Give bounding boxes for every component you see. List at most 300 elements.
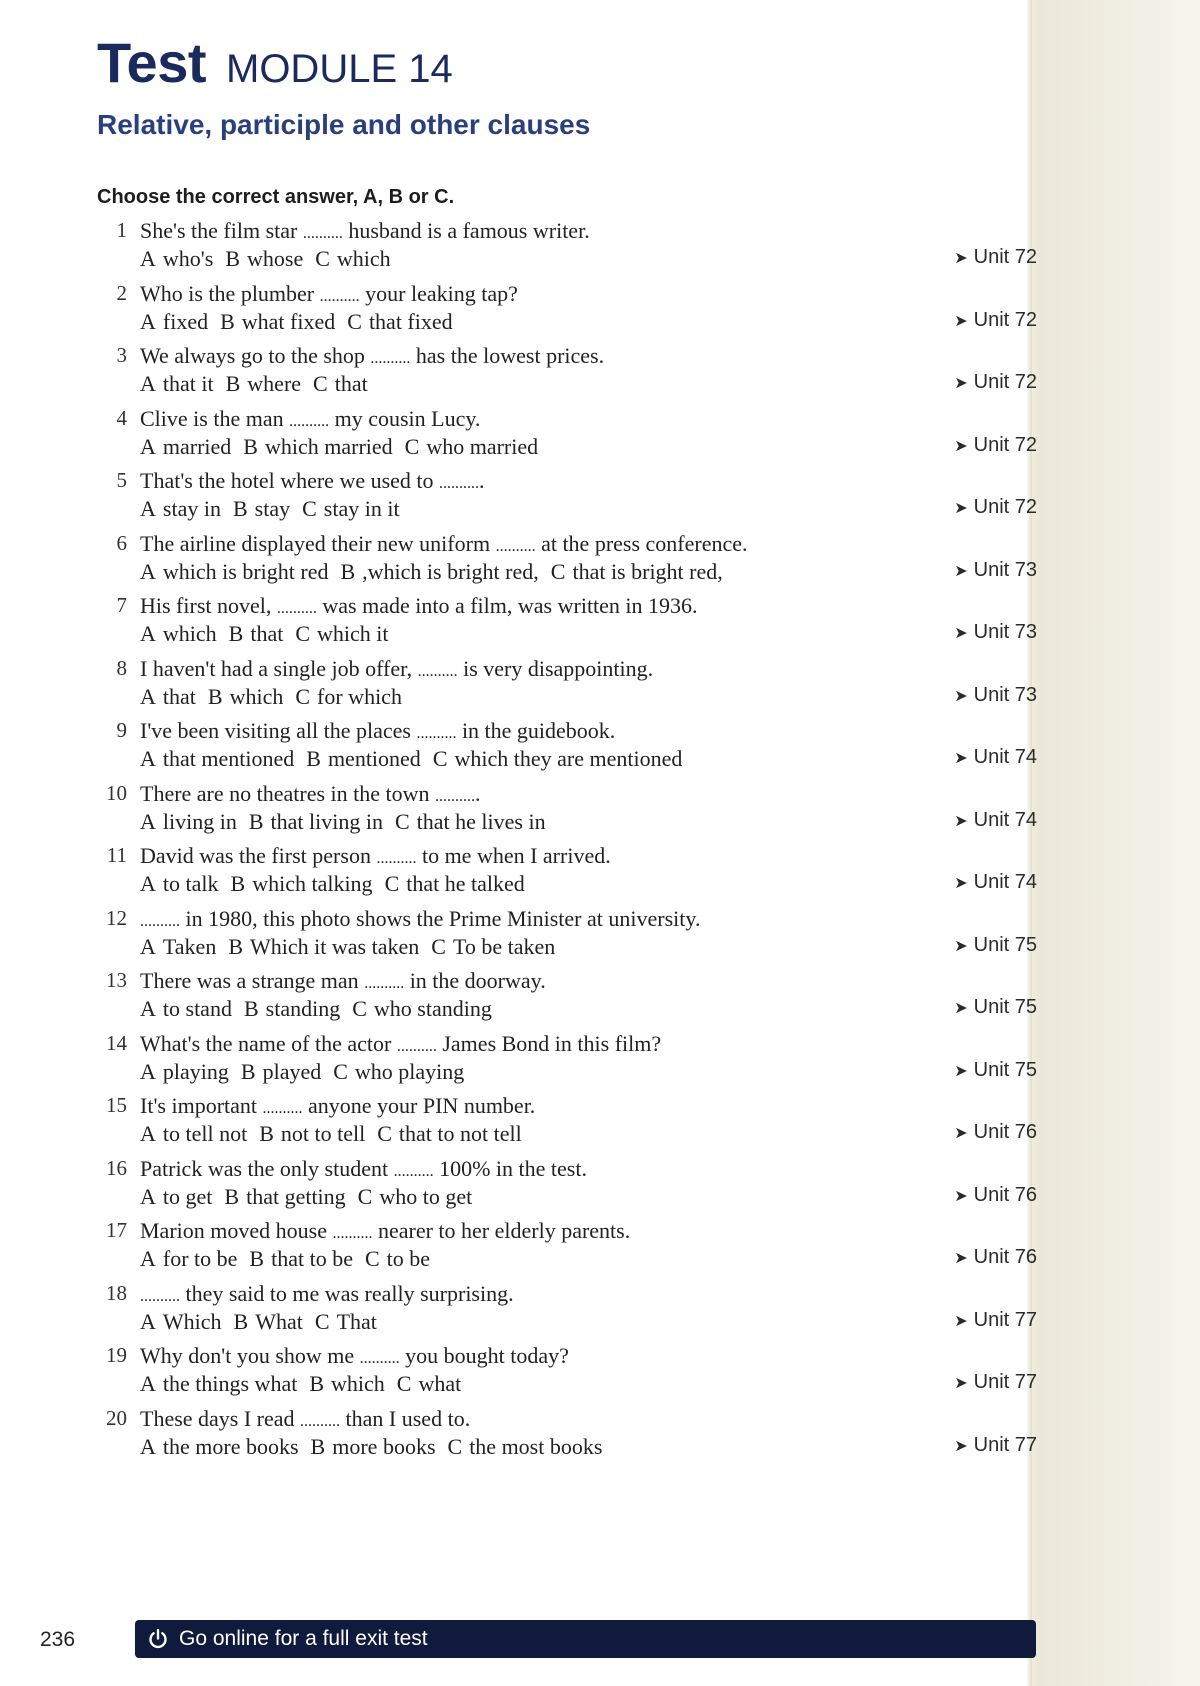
option-letter: B — [240, 1058, 256, 1084]
answer-option[interactable] — [140, 246, 213, 271]
question-text — [140, 656, 653, 682]
answer-blank: .......... — [289, 412, 330, 430]
question-number: 14 — [106, 1030, 127, 1055]
question-text — [140, 406, 480, 432]
question-text-after: James Bond in this film? — [442, 1030, 662, 1056]
question-text-after: they said to me was really surprising. — [185, 1280, 514, 1306]
answer-options — [140, 371, 380, 397]
question-text-before: She's the film star — [140, 218, 298, 243]
question-item — [97, 906, 1037, 969]
answer-option[interactable] — [140, 684, 196, 709]
answer-option[interactable] — [140, 1309, 222, 1334]
question-number: 12 — [106, 905, 127, 930]
power-icon — [147, 1628, 169, 1650]
option-letter: C — [333, 1058, 348, 1084]
question-number: 13 — [106, 968, 127, 992]
option-letter: A — [140, 808, 156, 834]
answer-blank: .......... — [300, 1412, 341, 1430]
question-text — [140, 281, 518, 307]
option-letter: A — [140, 621, 156, 646]
option-text: married — [162, 433, 232, 459]
answer-options — [140, 559, 735, 585]
answer-option[interactable] — [140, 746, 294, 771]
option-text: that mentioned — [162, 746, 295, 771]
option-text: that to not tell — [398, 1121, 522, 1146]
option-text: who playing — [354, 1058, 465, 1084]
option-letter: B — [249, 1246, 265, 1271]
question-text-before: Why don't you show me — [140, 1343, 355, 1368]
arrow-icon: ➤ — [954, 1187, 968, 1205]
unit-reference — [954, 684, 1037, 707]
answer-option[interactable] — [243, 434, 392, 459]
question-text — [140, 718, 615, 744]
unit-label: Unit 75 — [973, 1058, 1037, 1081]
option-text: ,which is bright red, — [362, 558, 539, 584]
option-text: which is bright red — [162, 558, 329, 584]
unit-label: Unit 73 — [973, 558, 1037, 581]
option-letter: A — [140, 1121, 156, 1146]
option-text: which it — [317, 621, 389, 646]
question-item — [97, 281, 1037, 344]
question-number: 6 — [116, 530, 127, 555]
option-letter: B — [225, 371, 241, 396]
option-text: played — [262, 1058, 322, 1084]
answer-options — [140, 621, 401, 647]
question-text-before: Who is the plumber — [140, 280, 315, 306]
answer-option[interactable] — [405, 434, 538, 459]
option-letter: A — [140, 308, 156, 334]
arrow-icon: ➤ — [954, 875, 968, 892]
title-test: Test — [97, 31, 206, 94]
option-text: to get — [162, 1183, 213, 1209]
option-letter: A — [140, 683, 156, 709]
option-letter: B — [248, 808, 264, 834]
answer-option[interactable] — [233, 496, 290, 521]
question-text-after: your leaking tap? — [365, 280, 518, 306]
answer-option[interactable] — [226, 371, 301, 396]
option-letter: C — [447, 1433, 463, 1459]
question-text-after: . — [479, 468, 485, 493]
option-letter: B — [259, 1121, 274, 1146]
option-text: to stand — [162, 996, 232, 1021]
answer-option[interactable] — [249, 809, 383, 834]
answer-option[interactable] — [358, 1184, 473, 1209]
question-item — [97, 468, 1037, 531]
question-item — [97, 718, 1037, 781]
option-letter: A — [140, 1308, 156, 1334]
question-item — [97, 593, 1037, 656]
unit-label: Unit 74 — [973, 808, 1037, 831]
question-number: 11 — [106, 843, 127, 867]
arrow-icon: ➤ — [954, 937, 968, 955]
answer-option[interactable] — [313, 371, 368, 396]
question-number: 2 — [116, 280, 127, 305]
option-letter: A — [140, 246, 156, 271]
option-letter: A — [140, 871, 156, 896]
question-number: 1 — [116, 218, 127, 242]
answer-option[interactable] — [140, 871, 219, 896]
unit-label: Unit 72 — [973, 371, 1037, 393]
answer-option[interactable] — [311, 1434, 436, 1459]
unit-label: Unit 72 — [973, 496, 1037, 518]
option-letter: B — [220, 308, 235, 334]
question-text-before: It's important — [140, 1093, 258, 1118]
answer-option[interactable] — [333, 1059, 464, 1084]
question-text-before: I haven't had a single job offer, — [140, 655, 413, 681]
unit-reference — [954, 934, 1037, 957]
option-text: the more books — [162, 1433, 299, 1459]
option-text: That — [336, 1308, 377, 1334]
option-text: To be taken — [452, 933, 556, 959]
arrow-icon: ➤ — [954, 375, 968, 392]
answer-blank: .......... — [376, 850, 417, 867]
question-item — [97, 656, 1037, 719]
option-letter: B — [306, 746, 321, 771]
option-letter: C — [313, 371, 328, 396]
answer-option[interactable] — [295, 621, 388, 646]
option-letter: C — [315, 246, 330, 271]
answer-option[interactable] — [306, 746, 421, 771]
question-number: 4 — [116, 405, 127, 430]
answer-option[interactable] — [397, 1371, 461, 1396]
answer-option[interactable] — [244, 996, 340, 1021]
answer-option[interactable] — [385, 871, 525, 896]
question-text — [140, 843, 611, 869]
option-text: living in — [162, 808, 237, 834]
option-text: not to tell — [280, 1121, 366, 1146]
option-letter: A — [140, 1058, 156, 1084]
question-text-before: There was a strange man — [140, 968, 359, 993]
answer-blank: .......... — [416, 725, 457, 742]
answer-option[interactable] — [352, 996, 492, 1021]
answer-blank: .......... — [319, 287, 360, 305]
option-letter: B — [230, 871, 246, 896]
unit-label: Unit 76 — [973, 1246, 1037, 1268]
option-text: that he lives in — [416, 808, 546, 834]
option-text: that — [162, 683, 196, 709]
option-text: that — [334, 371, 368, 396]
question-item — [97, 531, 1037, 594]
question-text-after: you bought today? — [405, 1343, 569, 1368]
answer-option[interactable] — [395, 809, 546, 834]
option-letter: A — [140, 433, 156, 459]
option-letter: C — [295, 683, 311, 709]
option-text: where — [247, 371, 302, 396]
option-letter: C — [364, 1246, 380, 1271]
unit-label: Unit 74 — [973, 746, 1037, 768]
option-letter: A — [140, 1183, 156, 1209]
option-text: mentioned — [327, 746, 421, 771]
arrow-icon: ➤ — [954, 1125, 968, 1142]
question-text-after: anyone your PIN number. — [308, 1093, 536, 1118]
unit-reference — [954, 559, 1037, 582]
question-text — [140, 593, 698, 619]
question-text-after: at the press conference. — [541, 530, 748, 556]
question-number: 9 — [116, 718, 127, 742]
option-text: that getting — [246, 1183, 346, 1209]
answer-options — [140, 1371, 473, 1397]
unit-label: Unit 77 — [973, 1433, 1037, 1456]
answer-options — [140, 246, 403, 272]
question-item — [97, 843, 1037, 906]
answer-option[interactable] — [140, 996, 232, 1021]
question-text-after: husband is a famous writer. — [348, 218, 590, 243]
option-text: playing — [162, 1058, 229, 1084]
answer-option[interactable] — [208, 684, 283, 709]
unit-reference — [954, 809, 1037, 832]
option-text: Taken — [162, 933, 217, 959]
question-text — [140, 1093, 535, 1119]
option-letter: B — [243, 996, 259, 1021]
title-module: MODULE 14 — [226, 47, 453, 91]
answer-option[interactable] — [249, 1246, 353, 1271]
question-number: 15 — [106, 1093, 127, 1117]
answer-option[interactable] — [140, 1059, 229, 1084]
answer-blank: .......... — [495, 537, 536, 555]
question-text-after: has the lowest prices. — [415, 343, 605, 368]
unit-label: Unit 77 — [973, 1371, 1037, 1393]
option-text: more books — [332, 1433, 436, 1459]
option-text: that living in — [270, 808, 383, 834]
answer-options — [140, 809, 558, 835]
answer-blank: .......... — [302, 225, 343, 242]
answer-option[interactable] — [309, 1371, 384, 1396]
unit-reference — [954, 1309, 1037, 1332]
answer-option[interactable] — [140, 1121, 247, 1146]
arrow-icon: ➤ — [954, 687, 968, 705]
question-text — [140, 1343, 569, 1369]
option-text: that is bright red, — [572, 558, 723, 584]
answer-option[interactable] — [315, 246, 390, 271]
option-text: which — [162, 621, 217, 646]
option-letter: C — [396, 1371, 412, 1396]
option-text: Which — [162, 1308, 222, 1334]
unit-label: Unit 75 — [973, 996, 1037, 1018]
option-text: the most books — [469, 1433, 603, 1459]
answer-option[interactable] — [295, 684, 402, 709]
option-letter: B — [224, 1183, 240, 1209]
question-text — [140, 906, 700, 932]
answer-option[interactable] — [140, 621, 217, 646]
answer-option[interactable] — [231, 871, 373, 896]
answer-option[interactable] — [448, 1434, 603, 1459]
unit-reference — [954, 746, 1037, 769]
unit-label: Unit 72 — [973, 308, 1037, 331]
answer-options — [140, 1434, 614, 1460]
option-text: for to be — [162, 1246, 238, 1271]
question-text — [140, 468, 485, 494]
option-letter: C — [357, 1183, 373, 1209]
answer-option[interactable] — [433, 746, 683, 771]
option-letter: C — [394, 808, 410, 834]
answer-option[interactable] — [302, 496, 399, 521]
option-text: who standing — [373, 996, 492, 1021]
page-subtitle: Relative, participle and other clauses — [97, 109, 591, 140]
question-list — [97, 218, 1037, 1468]
option-text: stay in — [162, 496, 221, 521]
answer-options — [140, 996, 504, 1022]
answer-blank: .......... — [140, 1287, 180, 1305]
option-text: to tell not — [162, 1121, 248, 1146]
question-number: 5 — [116, 468, 127, 492]
answer-option[interactable] — [140, 496, 221, 521]
option-text: which they are mentioned — [454, 746, 683, 771]
answer-option[interactable] — [259, 1121, 365, 1146]
option-text: to be — [386, 1246, 431, 1271]
question-text — [140, 1156, 587, 1182]
answer-option[interactable] — [431, 934, 555, 959]
option-text: who married — [426, 433, 539, 459]
option-letter: A — [140, 496, 156, 521]
question-text-after: . — [475, 780, 481, 806]
answer-blank: .......... — [396, 1037, 437, 1055]
answer-option[interactable] — [229, 621, 284, 646]
question-item — [97, 1406, 1037, 1469]
unit-label: Unit 72 — [973, 433, 1037, 456]
answer-option[interactable] — [551, 559, 723, 584]
question-text-after: 100% in the test. — [439, 1155, 587, 1181]
question-number: 7 — [116, 593, 127, 617]
page-header — [97, 30, 590, 141]
answer-option[interactable] — [140, 309, 208, 334]
arrow-icon: ➤ — [954, 1375, 968, 1392]
option-letter: C — [347, 308, 362, 334]
answer-option[interactable] — [140, 934, 216, 959]
option-letter: A — [140, 746, 156, 771]
answer-option[interactable] — [225, 246, 303, 271]
question-text-before: That's the hotel where we used to — [140, 468, 434, 493]
question-text-after: to me when I arrived. — [421, 843, 611, 868]
answer-options — [140, 934, 567, 960]
arrow-icon: ➤ — [954, 1250, 968, 1267]
option-text: which married — [264, 433, 393, 459]
answer-blank: .......... — [262, 1100, 303, 1117]
unit-reference — [954, 871, 1037, 894]
answer-options — [140, 871, 537, 897]
option-text: that he talked — [406, 871, 525, 896]
question-text — [140, 968, 546, 994]
answer-option[interactable] — [377, 1121, 522, 1146]
answer-option[interactable] — [220, 309, 335, 334]
option-text: which — [229, 683, 284, 709]
answer-option[interactable] — [140, 1371, 297, 1396]
question-text-after: nearer to her elderly parents. — [377, 1218, 631, 1243]
unit-reference — [954, 1184, 1037, 1207]
arrow-icon: ➤ — [954, 562, 968, 580]
question-text — [140, 343, 604, 369]
answer-options — [140, 309, 465, 335]
question-text-before: The airline displayed their new uniform — [140, 530, 491, 556]
question-number: 3 — [116, 343, 127, 367]
option-letter: B — [309, 1371, 325, 1396]
question-text-before: What's the name of the actor — [140, 1030, 392, 1056]
unit-reference — [954, 246, 1037, 269]
option-letter: A — [140, 558, 156, 584]
option-letter: A — [140, 1246, 156, 1271]
unit-label: Unit 75 — [973, 933, 1037, 956]
option-letter: C — [432, 746, 448, 771]
answer-blank: .......... — [140, 912, 180, 930]
answer-option[interactable] — [340, 559, 538, 584]
answer-option[interactable] — [224, 1184, 345, 1209]
unit-reference — [954, 1059, 1037, 1082]
answer-option[interactable] — [140, 809, 237, 834]
option-letter: A — [140, 933, 156, 959]
instruction: Choose the correct answer, A, B or C. — [97, 186, 455, 208]
answer-option[interactable] — [140, 1434, 299, 1459]
option-text: that it — [162, 371, 214, 396]
answer-option[interactable] — [315, 1309, 377, 1334]
answer-option[interactable] — [140, 371, 214, 396]
unit-label: Unit 72 — [973, 246, 1037, 268]
arrow-icon: ➤ — [954, 1062, 968, 1080]
unit-reference — [954, 371, 1037, 394]
answer-option[interactable] — [347, 309, 452, 334]
unit-reference — [954, 1246, 1037, 1269]
page-shade — [1028, 0, 1200, 1686]
question-text-before: Clive is the man — [140, 405, 284, 431]
option-letter: A — [140, 1433, 156, 1459]
question-text-before: Patrick was the only student — [140, 1155, 389, 1181]
question-text-before: Marion moved house — [140, 1218, 327, 1243]
question-text-before: I've been visiting all the places — [140, 718, 411, 743]
answer-blank: .......... — [364, 975, 405, 992]
unit-reference — [954, 1371, 1037, 1394]
unit-label: Unit 73 — [973, 683, 1037, 706]
option-letter: B — [243, 433, 258, 459]
option-letter: C — [431, 933, 446, 959]
unit-reference — [954, 496, 1037, 519]
question-item — [97, 1218, 1037, 1281]
unit-reference — [954, 309, 1037, 332]
answer-option[interactable] — [234, 1309, 303, 1334]
option-letter: C — [352, 996, 367, 1021]
answer-option[interactable] — [365, 1246, 430, 1271]
answer-blank: .......... — [359, 1350, 400, 1367]
question-text-before: These days I read — [140, 1405, 295, 1431]
arrow-icon: ➤ — [954, 625, 968, 642]
answer-option[interactable] — [140, 1246, 237, 1271]
question-item — [97, 343, 1037, 406]
unit-label: Unit 76 — [973, 1121, 1037, 1143]
question-item — [97, 1031, 1037, 1094]
question-text-after: in the guidebook. — [461, 718, 616, 743]
answer-option[interactable] — [241, 1059, 321, 1084]
arrow-icon: ➤ — [954, 750, 968, 767]
online-test-banner[interactable] — [135, 1620, 1036, 1658]
page-number: 236 — [40, 1628, 76, 1651]
answer-option[interactable] — [140, 1184, 212, 1209]
answer-options — [140, 496, 412, 522]
question-number: 17 — [106, 1218, 127, 1242]
option-text: for which — [317, 683, 402, 709]
answer-options — [140, 746, 694, 772]
arrow-icon: ➤ — [954, 1437, 968, 1455]
answer-option[interactable] — [228, 934, 419, 959]
answer-option[interactable] — [140, 559, 328, 584]
answer-option[interactable] — [140, 434, 231, 459]
option-letter: B — [232, 496, 248, 521]
answer-blank: .......... — [435, 787, 476, 805]
page-title — [97, 30, 590, 95]
answer-blank: .......... — [276, 600, 317, 617]
question-text-after: my cousin Lucy. — [334, 405, 481, 431]
question-text-before: There are no theatres in the town — [140, 780, 430, 806]
question-number: 20 — [106, 1405, 127, 1430]
unit-label: Unit 73 — [973, 621, 1037, 643]
option-text: the things what — [162, 1371, 298, 1396]
answer-blank: .......... — [332, 1225, 373, 1242]
